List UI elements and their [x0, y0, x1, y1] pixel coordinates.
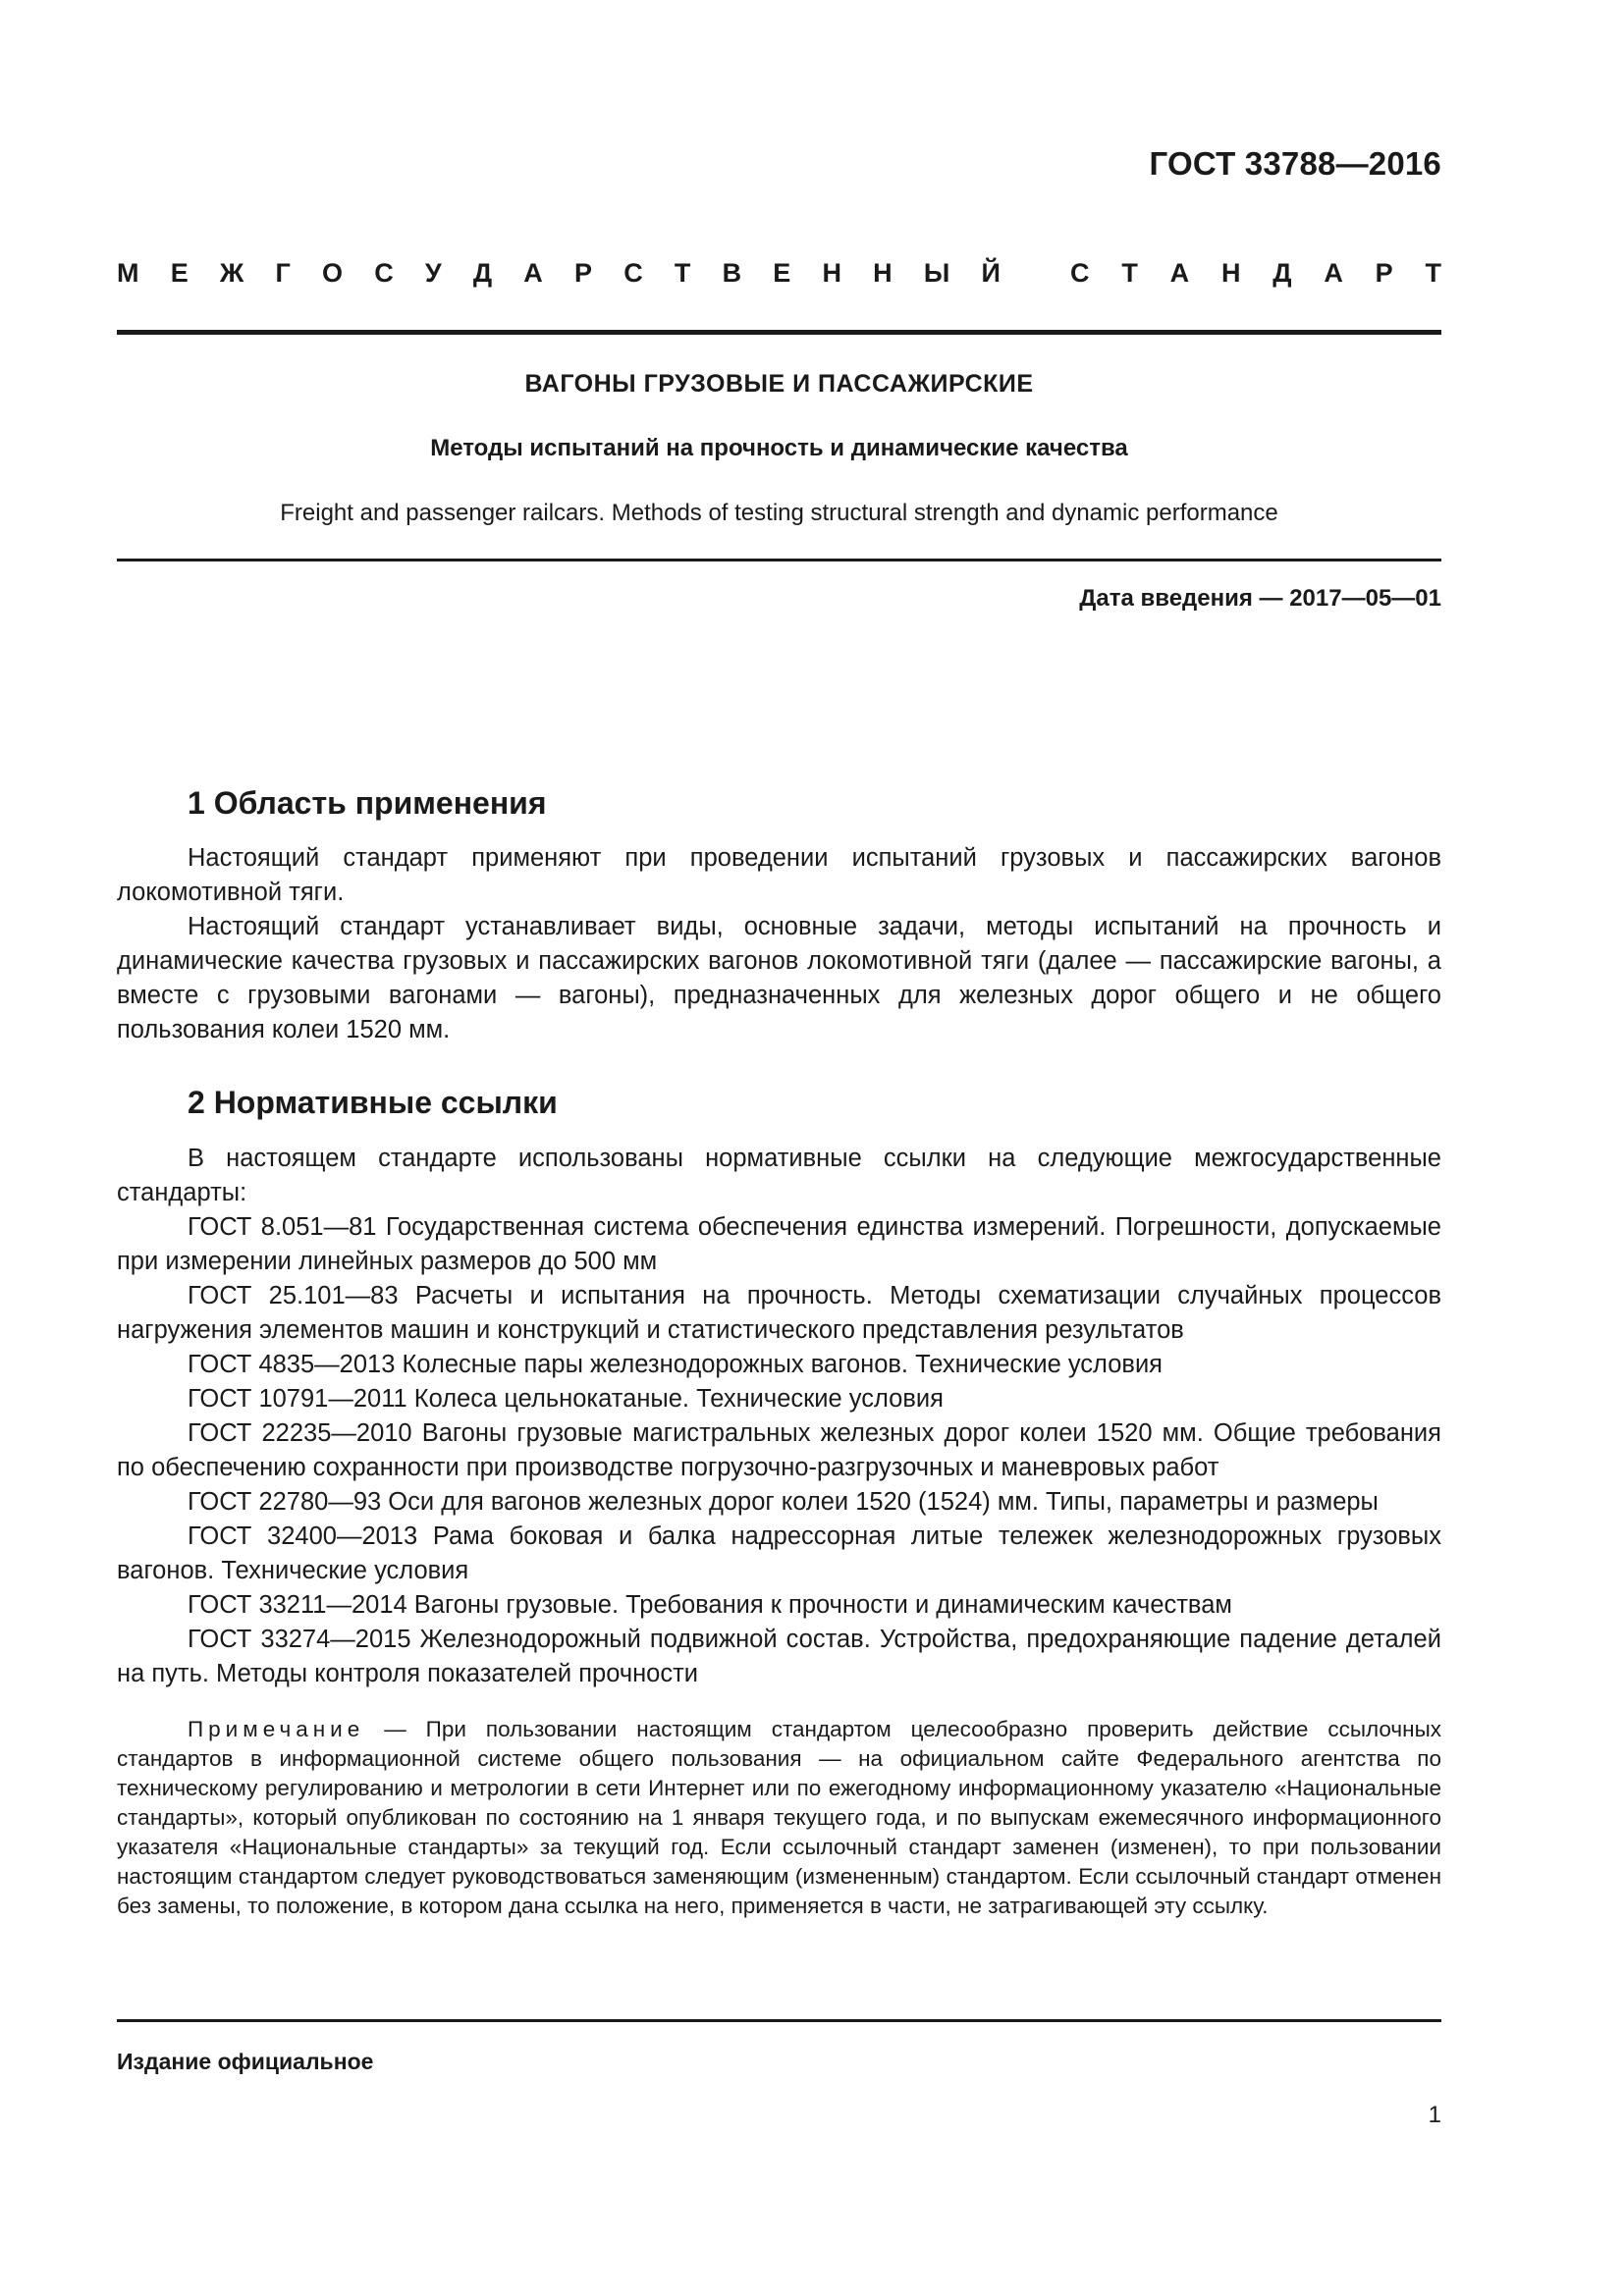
- letter: Ж: [219, 258, 244, 288]
- letter: А: [1324, 258, 1343, 288]
- paragraph: В настоящем стандарте использованы нормативные ссылки на следующие межгосударственные стандарты:: [117, 1145, 1441, 1206]
- paragraph: Настоящий стандарт устанавливает виды, основные задачи, методы испытаний на прочность и динамические качества грузовых и пассажирских вагонов локомотивной тяги (далее — пассажирские вагоны, а вместе с грузовыми вагонами — вагоны), предназначенных для железных дорог общего и не общего пользования колеи 1520 мм.: [117, 913, 1441, 1043]
- letter: С: [374, 258, 394, 288]
- reference-item: ГОСТ 22235—2010 Вагоны грузовые магистральных железных дорог колеи 1520 мм. Общие требования по обеспечению сохранности при производстве погрузочно-разгрузочных и маневровых работ: [117, 1419, 1441, 1481]
- note-label: Примечание: [188, 1717, 365, 1741]
- section-1-body: [117, 841, 1441, 1047]
- reference-item: ГОСТ 33274—2015 Железнодорожный подвижной состав. Устройства, предохраняющие падение деталей на путь. Методы контроля показателей прочности: [117, 1626, 1441, 1687]
- document-subtitle: Методы испытаний на прочность и динамические качества: [430, 435, 1128, 461]
- reference-item: ГОСТ 25.101—83 Расчеты и испытания на прочность. Методы схематизации случайных процессов нагружения элементов машин и конструкций и статистического представления результатов: [117, 1282, 1441, 1344]
- reference-item: ГОСТ 10791—2011 Колеса цельнокатаные. Технические условия: [188, 1385, 944, 1413]
- page-number: 1: [1428, 2102, 1441, 2128]
- letter: Г: [275, 258, 291, 288]
- letter: Т: [1121, 258, 1138, 288]
- paragraph: Настоящий стандарт применяют при проведении испытаний грузовых и пассажирских вагонов локомотивной тяги.: [117, 844, 1441, 906]
- letter: Д: [1272, 258, 1292, 288]
- letter: А: [523, 258, 543, 288]
- standard-type-word-interstate: [117, 258, 1001, 289]
- footer-divider: [117, 2019, 1441, 2022]
- letter: Т: [674, 258, 691, 288]
- section-1-heading: 1 Область применения: [188, 785, 547, 821]
- gost-number: ГОСТ 33788—2016: [1149, 145, 1441, 182]
- letter: Р: [573, 258, 592, 288]
- letter: Т: [1425, 258, 1441, 288]
- note-paragraph: [117, 1715, 1441, 1921]
- standard-type-heading: [117, 258, 1441, 289]
- reference-item: ГОСТ 32400—2013 Рама боковая и балка надрессорная литые тележек железнодорожных грузовых вагонов. Технические условия: [117, 1522, 1441, 1584]
- letter: Е: [170, 258, 189, 288]
- letter: В: [722, 258, 742, 288]
- edition-label: Издание официальное: [117, 2049, 374, 2074]
- letter: У: [424, 258, 442, 288]
- reference-item: ГОСТ 22780—93 Оси для вагонов железных дорог колеи 1520 (1524) мм. Типы, параметры и размеры: [188, 1488, 1379, 1516]
- section-2-heading: 2 Нормативные ссылки: [188, 1085, 558, 1120]
- letter: Й: [981, 258, 1001, 288]
- letter: С: [623, 258, 643, 288]
- reference-item: ГОСТ 4835—2013 Колесные пары железнодорожных вагонов. Технические условия: [188, 1351, 1163, 1378]
- letter: Н: [1220, 258, 1241, 288]
- top-divider: [117, 330, 1441, 335]
- letter: Н: [873, 258, 893, 288]
- section-2-body: [117, 1142, 1441, 1691]
- note-text: — При пользовании настоящим стандартом целесообразно проверить действие ссылочных стандартов в информационной системе общего пользования — на официальном сайте Федерального агентства по техническому регулированию и метрологии в сети Интернет или по ежегодному информационному указателю «Национальные стандарты», который опубликован по состоянию на 1 января текущего года, и по выпускам ежемесячного информационного указателя «Национальные стандарты» за текущий год. Если ссылочный стандарт заменен (изменен), то при пользовании настоящим стандартом следует руководствоваться заменяющим (измененным) стандартом. Если ссылочный стандарт отменен без замены, то положение, в котором дана ссылка на него, применяется в части, не затрагивающей эту ссылку.: [117, 1717, 1441, 1918]
- note-block: [117, 1715, 1441, 1921]
- letter: С: [1070, 258, 1090, 288]
- document-title: ВАГОНЫ ГРУЗОВЫЕ И ПАССАЖИРСКИЕ: [524, 370, 1034, 398]
- document-title-english: Freight and passenger railcars. Methods of testing structural strength and dynamic performance: [280, 500, 1278, 526]
- letter: Н: [822, 258, 841, 288]
- reference-item: ГОСТ 8.051—81 Государственная система обеспечения единства измерений. Погрешности, допускаемые при измерении линейных размеров до 500 мм: [117, 1213, 1441, 1275]
- introduction-date: Дата введения — 2017—05—01: [1079, 585, 1441, 612]
- standard-type-word-standard: [1070, 258, 1441, 289]
- letter: Е: [773, 258, 791, 288]
- letter: Ы: [923, 258, 950, 288]
- letter: О: [321, 258, 343, 288]
- title-divider: [117, 559, 1441, 561]
- reference-item: ГОСТ 33211—2014 Вагоны грузовые. Требования к прочности и динамическим качествам: [188, 1591, 1232, 1619]
- letter: Д: [472, 258, 493, 288]
- letter: Р: [1375, 258, 1393, 288]
- letter: А: [1169, 258, 1190, 288]
- letter: М: [117, 258, 139, 288]
